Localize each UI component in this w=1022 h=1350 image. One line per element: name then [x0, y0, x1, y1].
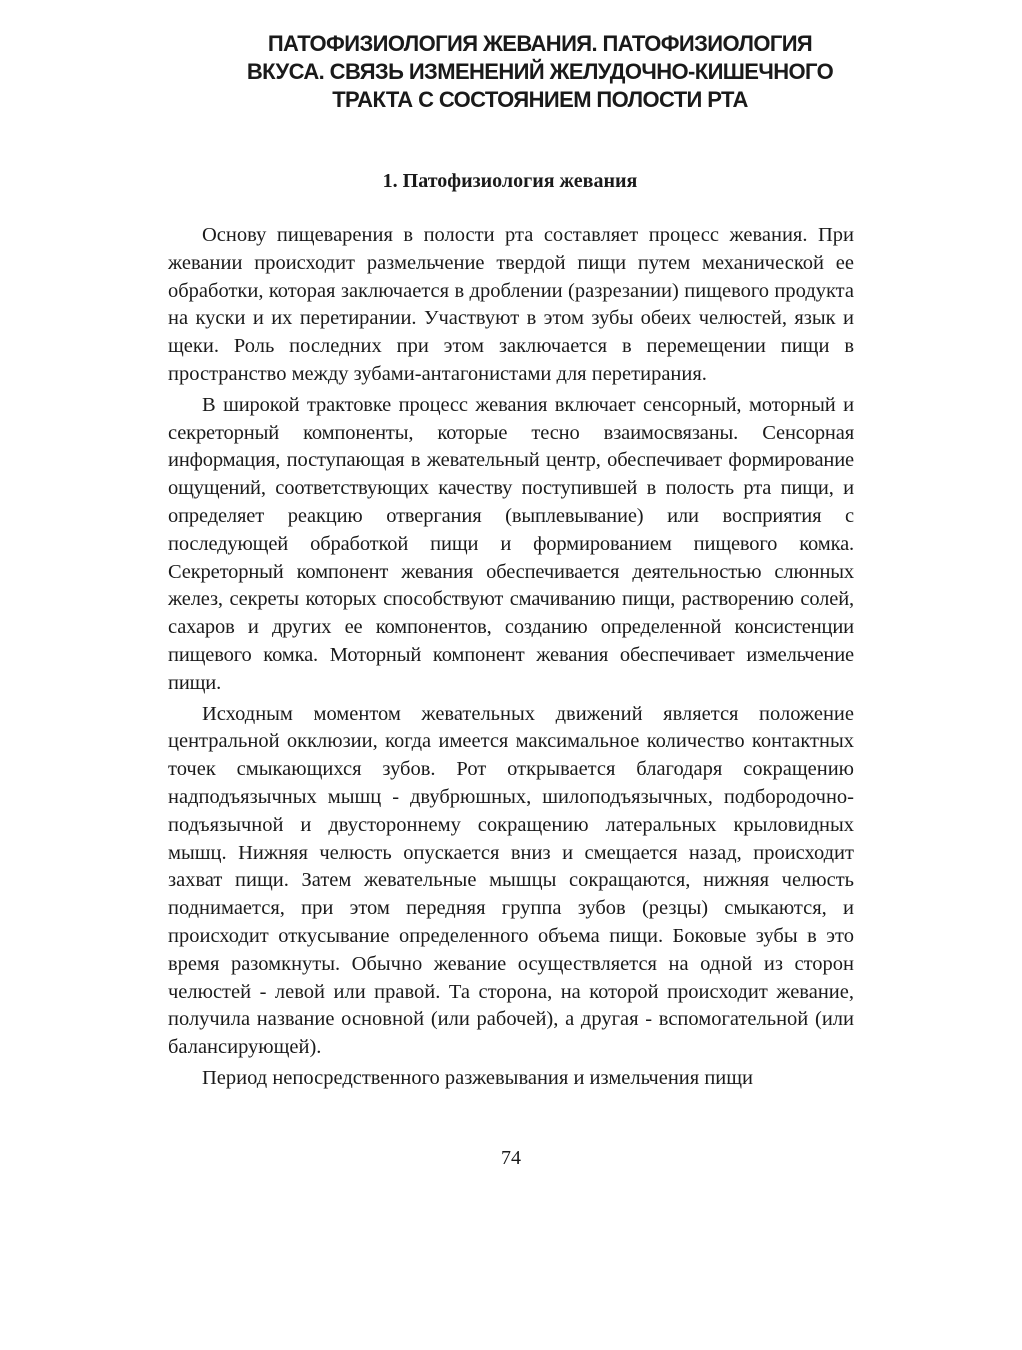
- chapter-title: [150, 30, 930, 114]
- page-number: 74: [501, 1147, 521, 1169]
- section-body: [168, 222, 854, 1096]
- paragraph-1: Основу пищеварения в полости рта составляет процесс жевания. При жевании происходит размельчение твердой пищи путем механической ее обработки, которая заключается в дроблении (разрезании) пищевого продукта на куски и их перетирании. Участвуют в этом зубы обеих челюстей, язык и щеки. Роль последних при этом заключается в перемещении пищи в пространство между зубами-антагонистами для перетирания.: [168, 224, 854, 385]
- chapter-title-line-3: ТРАКТА С СОСТОЯНИЕМ ПОЛОСТИ РТА: [332, 87, 748, 112]
- paragraph-3: Исходным моментом жевательных движений является положение центральной окклюзии, когда имеется максимальное количество контактных точек смыкающихся зубов. Рот открывается благодаря сокращению надподъязычных мышц - двубрюшных, шилоподъязычных, подбородочно-подъязычной и двустороннему сокращению латеральных крыловидных мышц. Нижняя челюсть опускается вниз и смещается назад, происходит захват пищи. Затем жевательные мышцы сокращаются, нижняя челюсть поднимается, при этом передняя группа зубов (резцы) смыкаются, и происходит откусывание определенного объема пищи. Боковые зубы в это время разомкнуты. Обычно жевание осуществляется на одной из сторон челюстей - левой или правой. Та сторона, на которой происходит жевание, получила название основной (или рабочей), а другая - вспомогательной (или балансирующей).: [168, 702, 854, 1059]
- paragraph-4: Период непосредственного разжевывания и измельчения пищи: [202, 1066, 754, 1089]
- chapter-title-line-2: ВКУСА. СВЯЗЬ ИЗМЕНЕНИЙ ЖЕЛУДОЧНО-КИШЕЧНОГО: [246, 59, 834, 84]
- chapter-title-line-1: ПАТОФИЗИОЛОГИЯ ЖЕВАНИЯ. ПАТОФИЗИОЛОГИЯ: [267, 31, 813, 56]
- section-heading: 1. Патофизиология жевания: [382, 170, 638, 192]
- paragraph-2: В широкой трактовке процесс жевания включает сенсорный, моторный и секреторный компоненты, которые тесно взаимосвязаны. Сенсорная информация, поступающая в жевательный центр, обеспечивает формирование ощущений, соответствующих качеству поступившей в полость рта пищи, и определяет реакцию отвергания (выплевывание) или восприятия с последующей обработкой пищи и формированием пищевого комка. Секреторный компонент жевания обеспечивается деятельностью слюнных желез, секреты которых способствуют смачиванию пищи, растворению солей, сахаров и других ее компонентов, созданию определенной консистенции пищевого комка. Моторный компонент жевания обеспечивает измельчение пищи.: [168, 393, 854, 694]
